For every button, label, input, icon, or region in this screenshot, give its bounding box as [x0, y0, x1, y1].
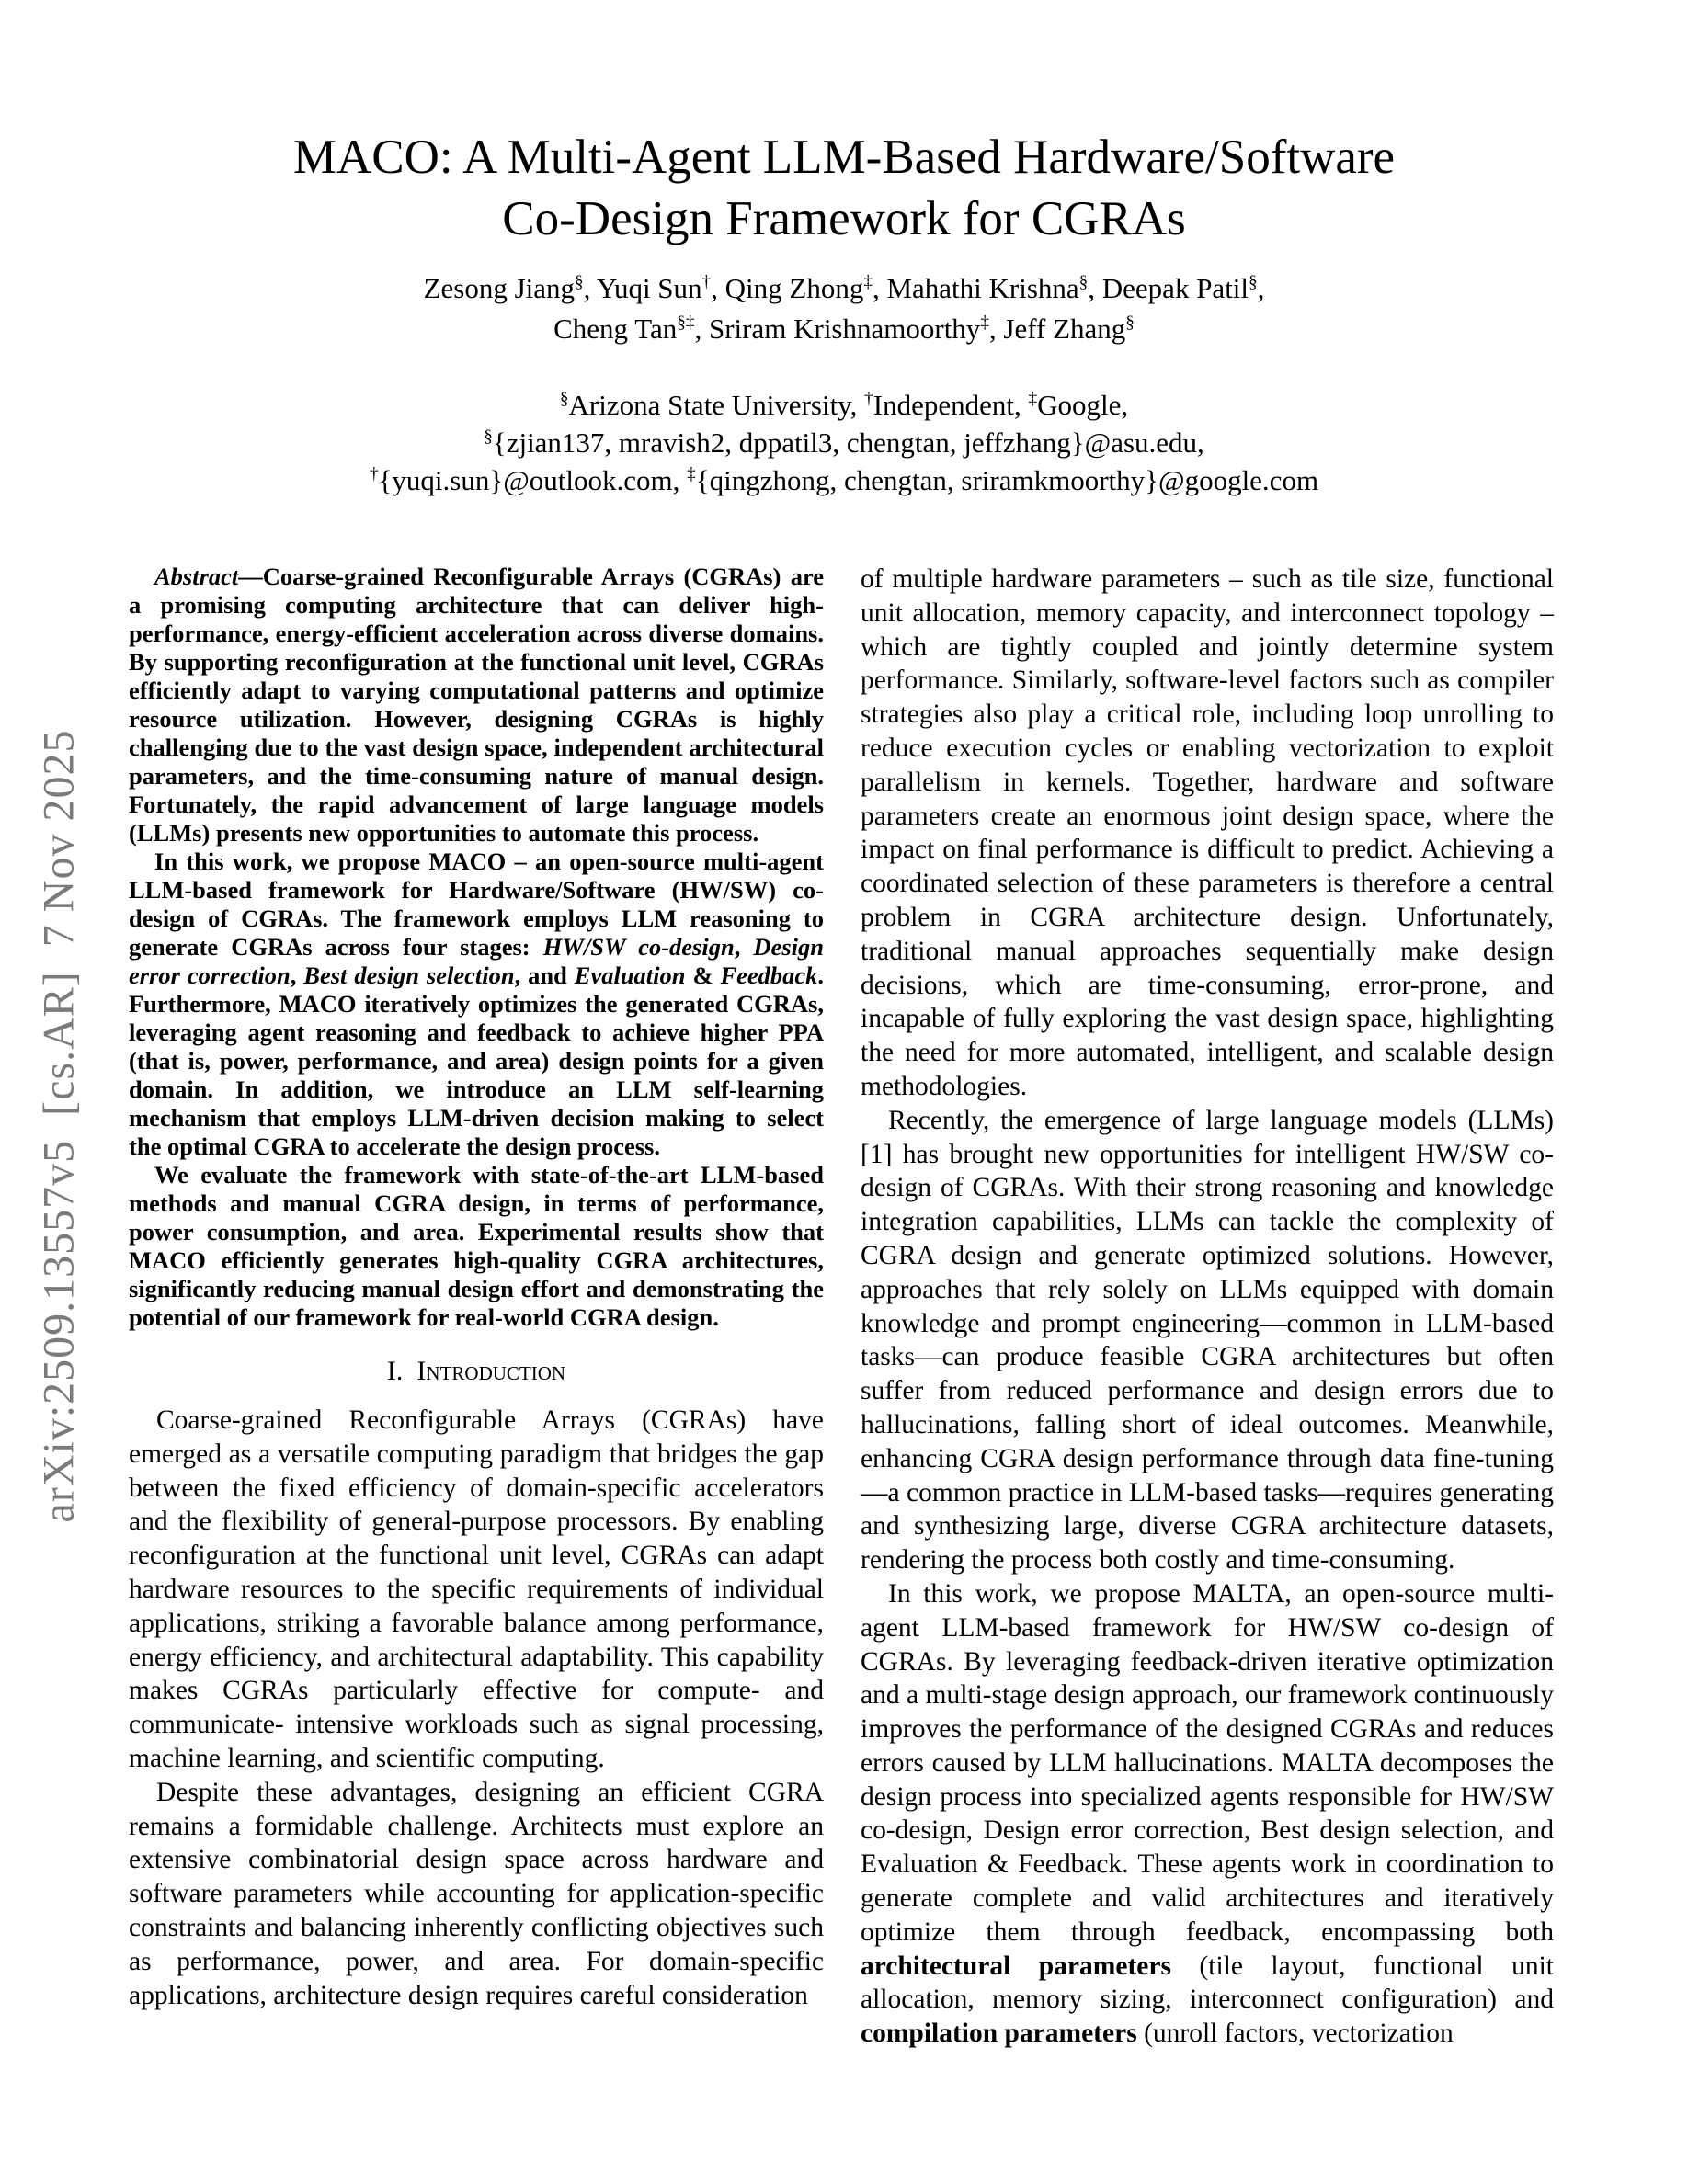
body-paragraph-malta [861, 1577, 1554, 2051]
text-segment: Zesong Jiang [423, 272, 576, 304]
text-segment: Cheng Tan [553, 313, 678, 345]
right-column [861, 563, 1554, 2051]
text-segment: Independent, [873, 389, 1029, 421]
text-segment: ‡ [863, 272, 873, 292]
title-line-2: Co-Design Framework for CGRAs [502, 192, 1186, 245]
arxiv-watermark: arXiv:2509.13557v5 [cs.AR] 7 Nov 2025 [34, 729, 84, 1523]
text-segment: ‡ [687, 464, 696, 484]
text-segment: In this work, we propose MALTA, an open-source multi-agent LLM-based framework for HW/SW co-design of CGRAs. By leveraging feedback-driven iterative optimization and a multi-stage design approach, our framework continuously improves the performance of the designed CGRAs and reduces errors caused by LLM hallucinations. MALTA decomposes the design process into specialized agents responsible for HW/SW co-design, Design error correction, Best design selection, and Evaluation & Feedback. These agents work in coordination to generate complete and valid architectures and iteratively optimize them through feedback, encompassing both [861, 1578, 1554, 1947]
text-segment: We evaluate the framework with state-of-the-art LLM-based methods and manual CGRA design, in terms of performance, power consumption, and area. Experimental results show that MACO efficiently generates high-quality CGRA architectures, significantly reducing manual design effort and demonstrating the potential of our framework for real-world CGRA design. [129, 1161, 824, 1331]
text-segment: Google, [1037, 389, 1129, 421]
text-segment: Abstract [154, 563, 239, 590]
text-segment: Design error correction [129, 933, 824, 989]
section-heading-introduction [129, 1356, 824, 1387]
text-segment: Best design selection [303, 961, 515, 989]
text-segment: HW/SW co-design [542, 933, 735, 961]
text-segment: , [290, 961, 304, 989]
affiliation-line-2 [0, 424, 1688, 461]
text-segment: † [864, 389, 873, 409]
text-segment: , Qing Zhong [711, 272, 864, 304]
abstract-paragraph-1 [129, 563, 824, 847]
text-segment: , Mahathi Krishna [872, 272, 1079, 304]
text-segment: {yuqi.sun}@outlook.com, [378, 464, 688, 496]
intro-paragraph-1 [129, 1404, 824, 1776]
text-segment: Despite these advantages, designing an efficient CGRA remains a formidable challenge. Architects must explore an extensive combinatorial design space across hardware and software parameters while accounting for application-specific constraints and balancing inherently conflicting objectives such as performance, power, and area. For domain-specific applications, architecture design requires careful consideration [129, 1777, 824, 2010]
text-segment: , and [514, 961, 575, 989]
text-segment: (tile layout, functional unit allocation, memory sizing, interconnect configuration) and [861, 1951, 1554, 2015]
text-segment: Evaluation [574, 961, 686, 989]
intro-paragraph-2 [129, 1776, 824, 2013]
abstract-paragraph-2 [129, 847, 824, 1161]
text-segment: . Furthermore, MACO iteratively optimizes the generated CGRAs, leveraging agent reasoning and feedback to achieve higher PPA (that is, power, performance, and area) design points for a given domain. In addition, we introduce an LLM self-learning mechanism that employs LLM-driven decision making to select the optimal CGRA to accelerate the design process. [129, 961, 825, 1160]
text-segment: Feedback [720, 961, 818, 989]
text-segment: ‡ [1028, 389, 1038, 409]
text-segment: & [685, 961, 721, 989]
body-paragraph-continuation [861, 563, 1554, 1104]
text-segment: architectural parameters [861, 1951, 1171, 1981]
affiliations [0, 386, 1688, 499]
text-segment: , Sriram Krishnamoorthy [694, 313, 981, 345]
text-segment: † [369, 464, 379, 484]
text-segment: § [484, 427, 493, 447]
authors [0, 268, 1688, 349]
left-column [129, 563, 824, 2012]
text-segment: In this work, we propose MACO – an open-source multi-agent LLM-based framework for Hardware/Software (HW/SW) co-design of CGRAs. The framework employs LLM reasoning to generate CGRAs across four stages: [129, 847, 824, 961]
text-segment: Arizona State University, [568, 389, 865, 421]
author-line-1 [0, 268, 1688, 309]
text-segment: § [1078, 272, 1089, 292]
body-paragraph-recently [861, 1104, 1554, 1577]
title-line-1: MACO: A Multi-Agent LLM-Based Hardware/Software [292, 131, 1396, 184]
affiliation-line-3 [0, 461, 1688, 499]
author-line-2 [0, 309, 1688, 349]
text-segment: §‡ [677, 313, 695, 333]
text-segment: I. [386, 1356, 417, 1386]
paper-title [0, 127, 1688, 250]
text-segment: § [1125, 313, 1135, 333]
text-segment: , Deepak Patil [1088, 272, 1249, 304]
text-segment: {qingzhong, chengtan, sriramkmoorthy}@google.com [695, 464, 1319, 496]
text-segment: (unroll factors, vectorization [1136, 2019, 1454, 2049]
text-segment: of multiple hardware parameters – such as tile size, functional unit allocation, memory capacity, and interconnect topology – which are tightly coupled and jointly determine system performance. Similarly, software-level factors such as compiler strategies also play a critical role, including loop unrolling to reduce execution cycles or enabling vectorization to exploit parallelism in kernels. Together, hardware and software parameters create an enormous joint design space, where the impact on final performance is difficult to predict. Achieving a coordinated selection of these parameters is therefore a central problem in CGRA architecture design. Unfortunately, traditional manual approaches sequentially make design decisions, which are time-consuming, error-prone, and incapable of fully exploring the vast design space, highlighting the need for more automated, intelligent, and scalable design methodologies. [861, 564, 1554, 1101]
text-segment: , Jeff Zhang [988, 313, 1126, 345]
affiliation-line-1 [0, 386, 1688, 424]
text-segment: Recently, the emergence of large language models (LLMs) [1] has brought new opportunities for intelligent HW/SW co-design of CGRAs. With their strong reasoning and knowledge integration capabilities, LLMs can tackle the complexity of CGRA design and generate optimized solutions. However, approaches that rely solely on LLMs equipped with domain knowledge and prompt engineering—common in LLM-based tasks—can produce feasible CGRA architectures but often suffer from reduced performance and design errors due to hallucinations, falling short of ideal outcomes. Meanwhile, enhancing CGRA design performance through data fine-tuning—a common practice in LLM-based tasks—requires generating and synthesizing large, diverse CGRA architecture datasets, rendering the process both costly and time-consuming. [861, 1105, 1554, 1575]
text-segment: —Coarse-grained Reconfigurable Arrays (CGRAs) are a promising computing architecture that can deliver high-performance, energy-efficient acceleration across diverse domains. By supporting reconfiguration at the functional unit level, CGRAs efficiently adapt to varying computational patterns and optimize resource utilization. However, designing CGRAs is highly challenging due to the vast design space, independent architectural parameters, and the time-consuming nature of manual design. Fortunately, the rapid advancement of large language models (LLMs) presents new opportunities to automate this process. [129, 563, 824, 847]
text-segment: , Yuqi Sun [583, 272, 702, 304]
text-segment: , [734, 933, 754, 961]
text-segment: § [1249, 272, 1258, 292]
text-segment: compilation parameters [861, 2019, 1137, 2049]
text-segment: § [559, 389, 569, 409]
text-segment: Coarse-grained Reconfigurable Arrays (CGRAs) have emerged as a versatile computing paradigm that bridges the gap between the fixed efficiency of domain-specific accelerators and the flexibility of general-purpose processors. By enabling reconfiguration at the functional unit level, CGRAs can adapt hardware resources to the specific requirements of individual applications, striking a favorable balance among performance, energy efficiency, and architectural adaptability. This capability makes CGRAs particularly effective for compute- and communicate- intensive workloads such as signal processing, machine learning, and scientific computing. [129, 1405, 824, 1773]
text-segment: , [1257, 272, 1265, 304]
text-segment: {zjian137, mravish2, dppatil3, chengtan, jeffzhang}@asu.edu, [492, 427, 1204, 459]
abstract-paragraph-3 [129, 1161, 824, 1332]
text-segment: Introduction [416, 1356, 566, 1386]
text-segment: † [701, 272, 712, 292]
text-segment: ‡ [980, 313, 989, 333]
text-segment: § [575, 272, 584, 292]
